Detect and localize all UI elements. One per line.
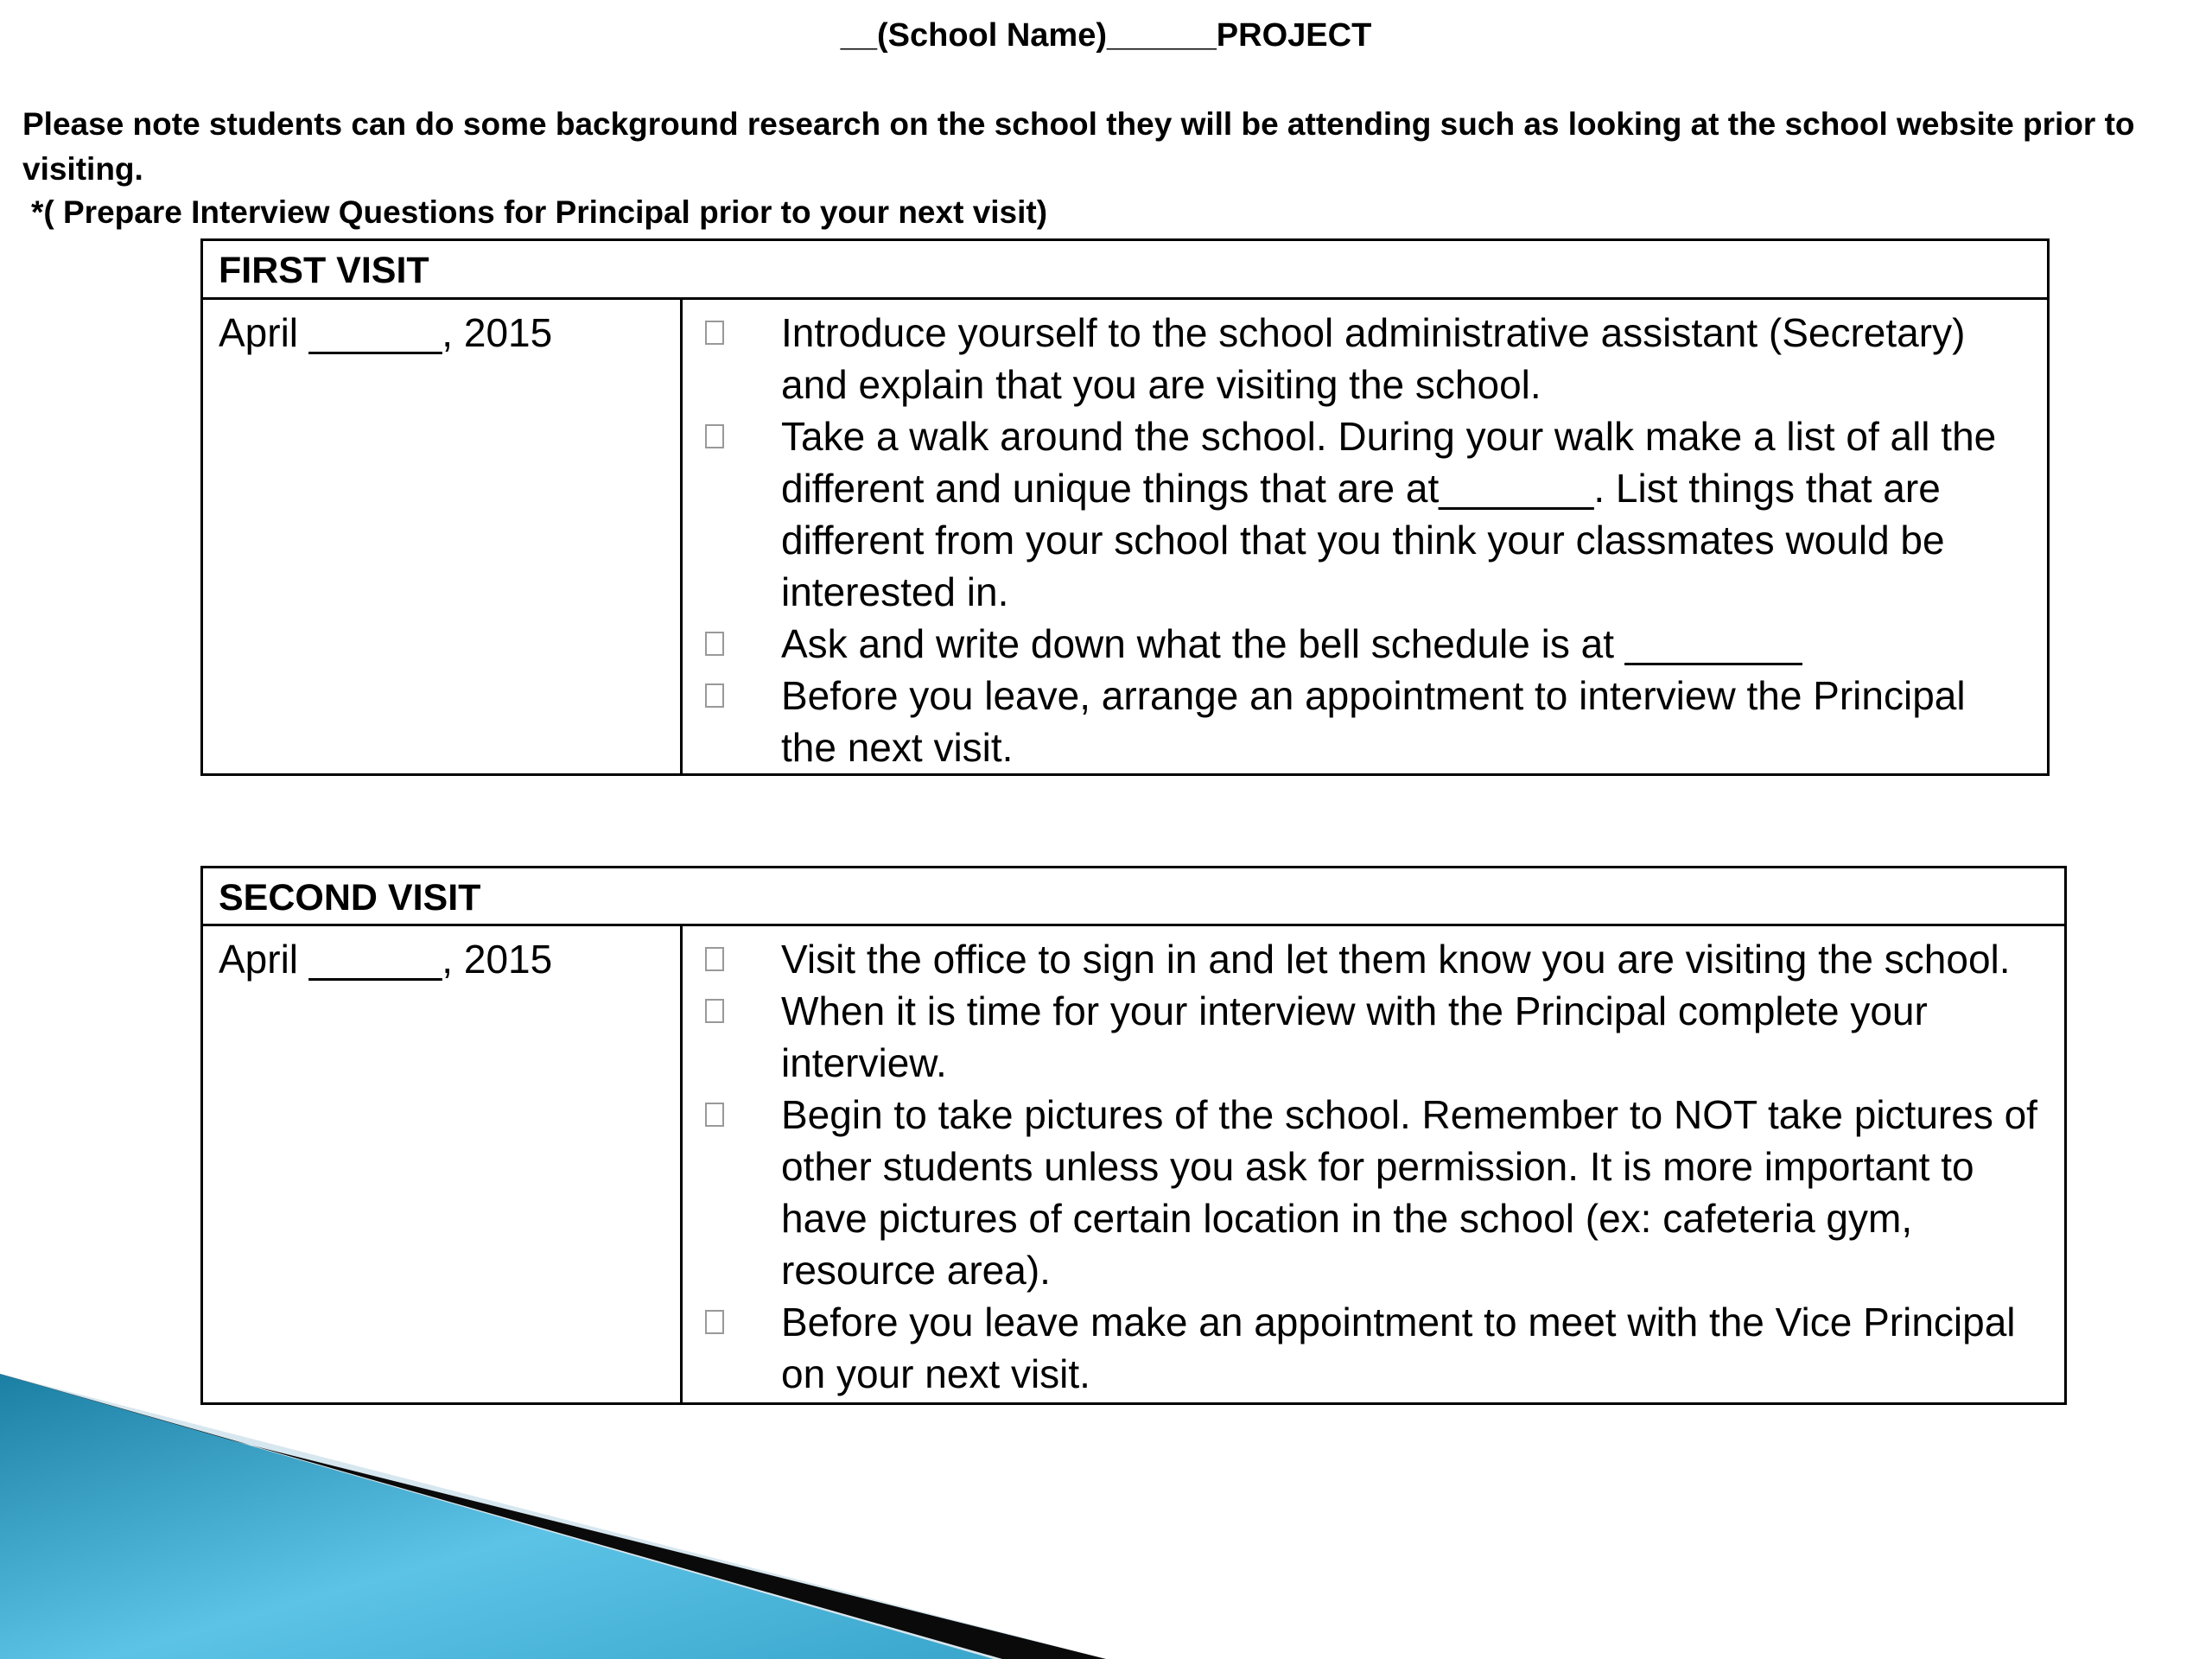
- first-visit-tasks: [682, 299, 2049, 775]
- task-item: [702, 1089, 2047, 1296]
- research-note: Please note students can do some background research on the school they will be attending such as looking at the school website prior to visiting.: [22, 106, 2135, 187]
- task-item: [702, 618, 2030, 670]
- first-visit-date: April ______, 2015: [202, 299, 682, 775]
- task-text: When it is time for your interview with the Principal complete your interview.: [781, 988, 1928, 1085]
- task-item: [702, 985, 2047, 1089]
- checkbox[interactable]: [705, 947, 724, 971]
- task-text: Introduce yourself to the school administrative assistant (Secretary) and explain that you are visiting the school.: [781, 310, 1966, 407]
- task-text: Take a walk around the school. During your walk make a list of all the different and unique things that are at_______. List things that are different from your school that you think your classmates would be interested in.: [781, 414, 1997, 614]
- checkbox[interactable]: [705, 321, 724, 345]
- page-title: __(School Name)______PROJECT: [840, 17, 1372, 54]
- task-text: Before you leave, arrange an appointment to interview the Principal the next visit.: [781, 673, 1966, 770]
- task-text: Before you leave make an appointment to meet with the Vice Principal on your next visit.: [781, 1300, 2016, 1396]
- task-item: [702, 670, 2030, 773]
- checkbox[interactable]: [705, 683, 724, 708]
- checkbox[interactable]: [705, 632, 724, 656]
- second-visit-tasks: [682, 925, 2066, 1404]
- task-item: [702, 307, 2030, 410]
- first-visit-table: [200, 238, 2050, 776]
- checkbox[interactable]: [705, 1310, 724, 1334]
- task-text: Begin to take pictures of the school. Remember to NOT take pictures of other students unless you ask for permission. It is more important to have pictures of certain location in the school (ex: cafeteria gym, resource area).: [781, 1092, 2037, 1293]
- second-visit-heading: SECOND VISIT: [202, 868, 2066, 925]
- checkbox[interactable]: [705, 424, 724, 448]
- second-visit-table: [200, 866, 2067, 1405]
- task-text: Ask and write down what the bell schedule is at ________: [781, 621, 1802, 666]
- second-visit-date: April ______, 2015: [202, 925, 682, 1404]
- first-visit-heading: FIRST VISIT: [202, 240, 2049, 299]
- checkbox[interactable]: [705, 1103, 724, 1127]
- prepare-questions-note: *( Prepare Interview Questions for Principal prior to your next visit): [31, 194, 1048, 230]
- slide-corner-decoration: [0, 1374, 1106, 1659]
- task-item: [702, 933, 2047, 985]
- task-text: Visit the office to sign in and let them know you are visiting the school.: [781, 937, 2011, 982]
- checkbox[interactable]: [705, 999, 724, 1023]
- task-item: [702, 410, 2030, 618]
- teal-wedge: [0, 1374, 994, 1659]
